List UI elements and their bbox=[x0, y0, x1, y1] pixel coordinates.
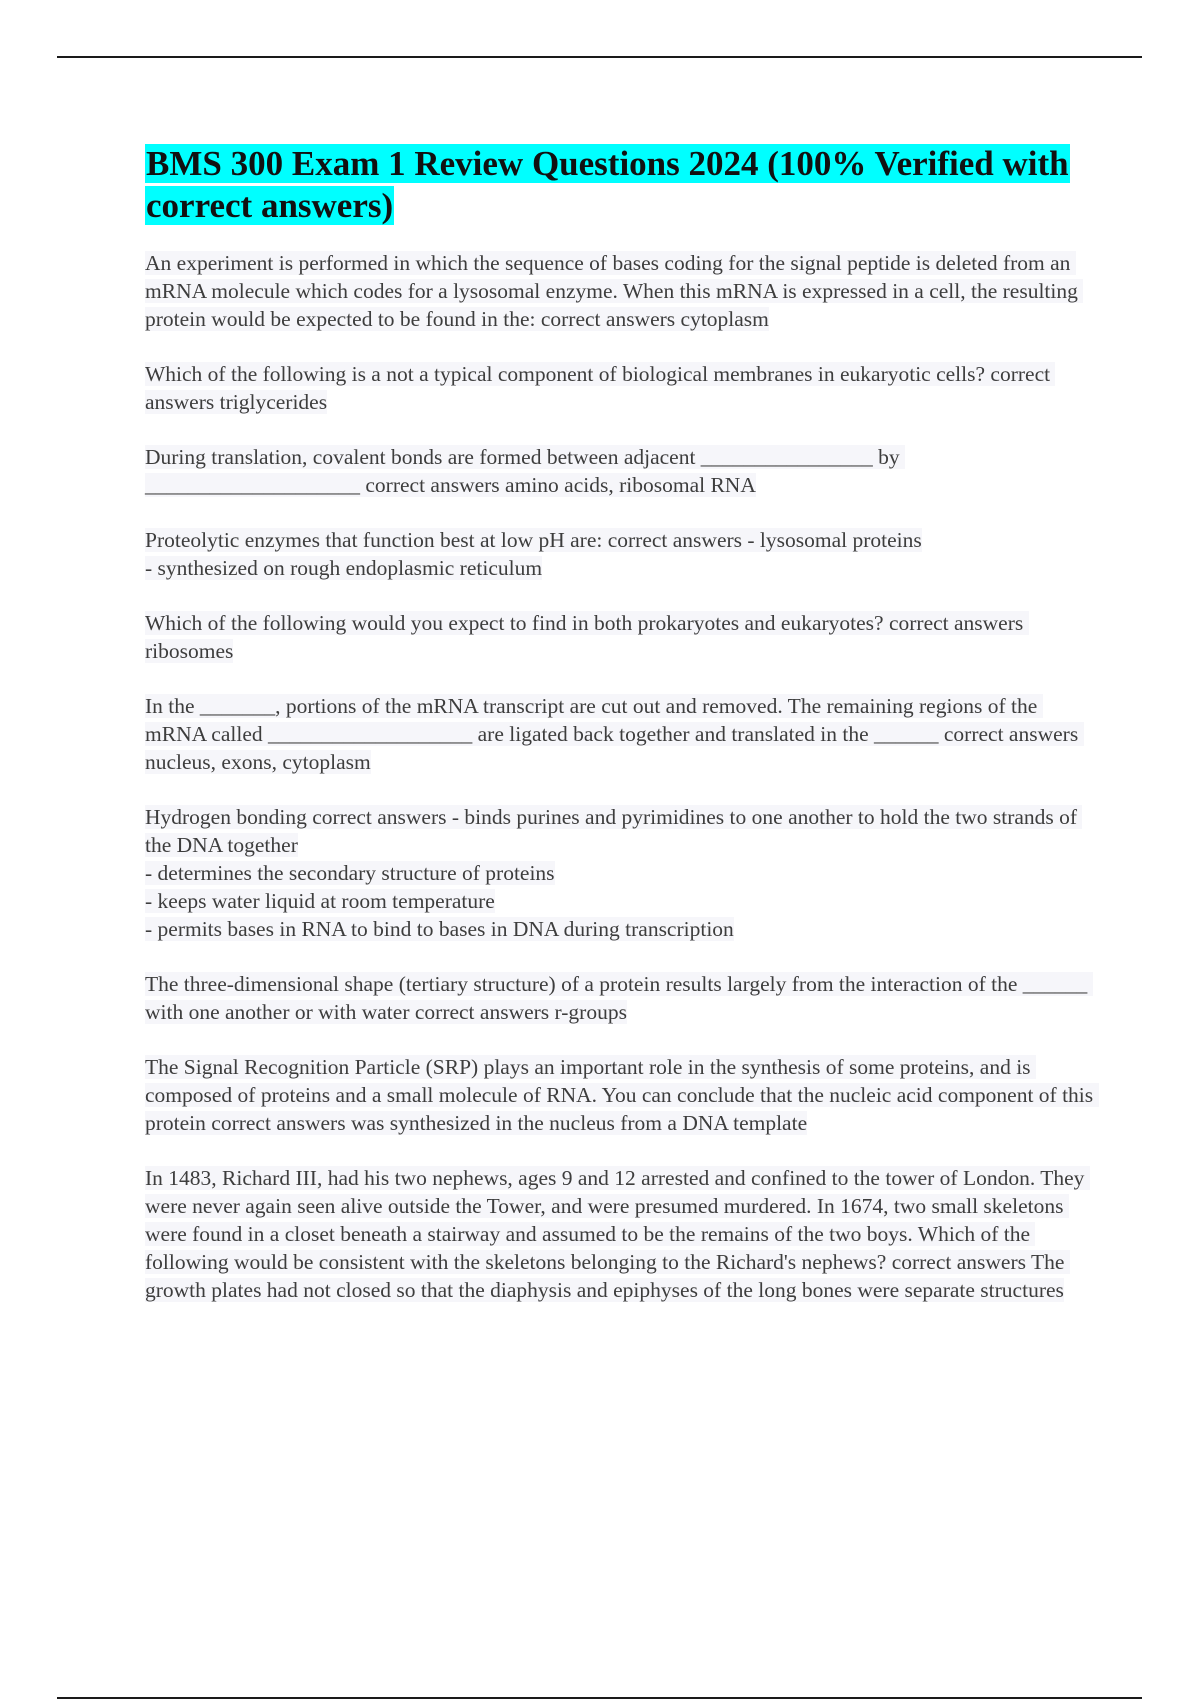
qa-item-6 bbox=[145, 692, 1095, 776]
qa-item-10 bbox=[145, 1164, 1095, 1304]
qa-item-6-text: In the _______, portions of the mRNA transcript are cut out and removed. The remaining regions of the mRNA called ___________________ are ligated back together and translated in the ______ correct answers nucleus, exons, cytoplasm bbox=[145, 694, 1084, 774]
document-title bbox=[145, 143, 1095, 227]
qa-item-1-text: An experiment is performed in which the sequence of bases coding for the signal peptide is deleted from an mRNA molecule which codes for a lysosomal enzyme. When this mRNA is expressed in a cell, the resulting protein would be expected to be found in the: correct answers cytoplasm bbox=[145, 251, 1084, 331]
qa-item-5 bbox=[145, 609, 1095, 665]
qa-item-9-text: The Signal Recognition Particle (SRP) plays an important role in the synthesis of some proteins, and is composed of proteins and a small molecule of RNA. You can conclude that the nucleic acid component of this protein correct answers was synthesized in the nucleus from a DNA template bbox=[145, 1055, 1099, 1135]
qa-item-9 bbox=[145, 1053, 1099, 1137]
qa-item-10-text: In 1483, Richard III, had his two nephews, ages 9 and 12 arrested and confined to the tower of London. They were never again seen alive outside the Tower, and were presumed murdered. In 1674, two small skeletons were found in a closet beneath a stairway and assumed to be the remains of the two boys. Which of the following would be consistent with the skeletons belonging to the Richard's nephews? correct answers The growth plates had not closed so that the diaphysis and epiphyses of the long bones were separate structures bbox=[145, 1166, 1090, 1302]
qa-item-8 bbox=[145, 970, 1095, 1026]
qa-item-5-text: Which of the following would you expect to find in both prokaryotes and eukaryotes? correct answers ribosomes bbox=[145, 611, 1029, 663]
qa-item-2-text: Which of the following is a not a typical component of biological membranes in eukaryotic cells? correct answers triglycerides bbox=[145, 362, 1056, 414]
qa-item-8-text: The three-dimensional shape (tertiary structure) of a protein results largely from the interaction of the ______ with one another or with water correct answers r-groups bbox=[145, 972, 1093, 1024]
bottom-rule bbox=[57, 1697, 1142, 1699]
document-body bbox=[145, 143, 1099, 1331]
qa-item-7 bbox=[145, 803, 1095, 943]
top-rule bbox=[57, 56, 1142, 58]
qa-item-3-text: During translation, covalent bonds are formed between adjacent ________________ by ____________________ correct answers amino acids, ribosomal RNA bbox=[145, 445, 906, 497]
qa-item-4 bbox=[145, 526, 1095, 582]
qa-item-3 bbox=[145, 443, 1095, 499]
qa-item-7-text: Hydrogen bonding correct answers - binds purines and pyrimidines to one another to hold the two strands of the DNA together - determines the secondary structure of proteins - keeps water liquid at room temperature - permits bases in RNA to bind to bases in DNA during transcription bbox=[145, 805, 1082, 941]
document-title-text: BMS 300 Exam 1 Review Questions 2024 (100% Verified with correct answers) bbox=[146, 144, 1069, 225]
qa-item-1 bbox=[145, 249, 1095, 333]
qa-item-2 bbox=[145, 360, 1095, 416]
qa-item-4-text: Proteolytic enzymes that function best at low pH are: correct answers - lysosomal proteins - synthesized on rough endoplasmic reticulum bbox=[145, 528, 922, 580]
